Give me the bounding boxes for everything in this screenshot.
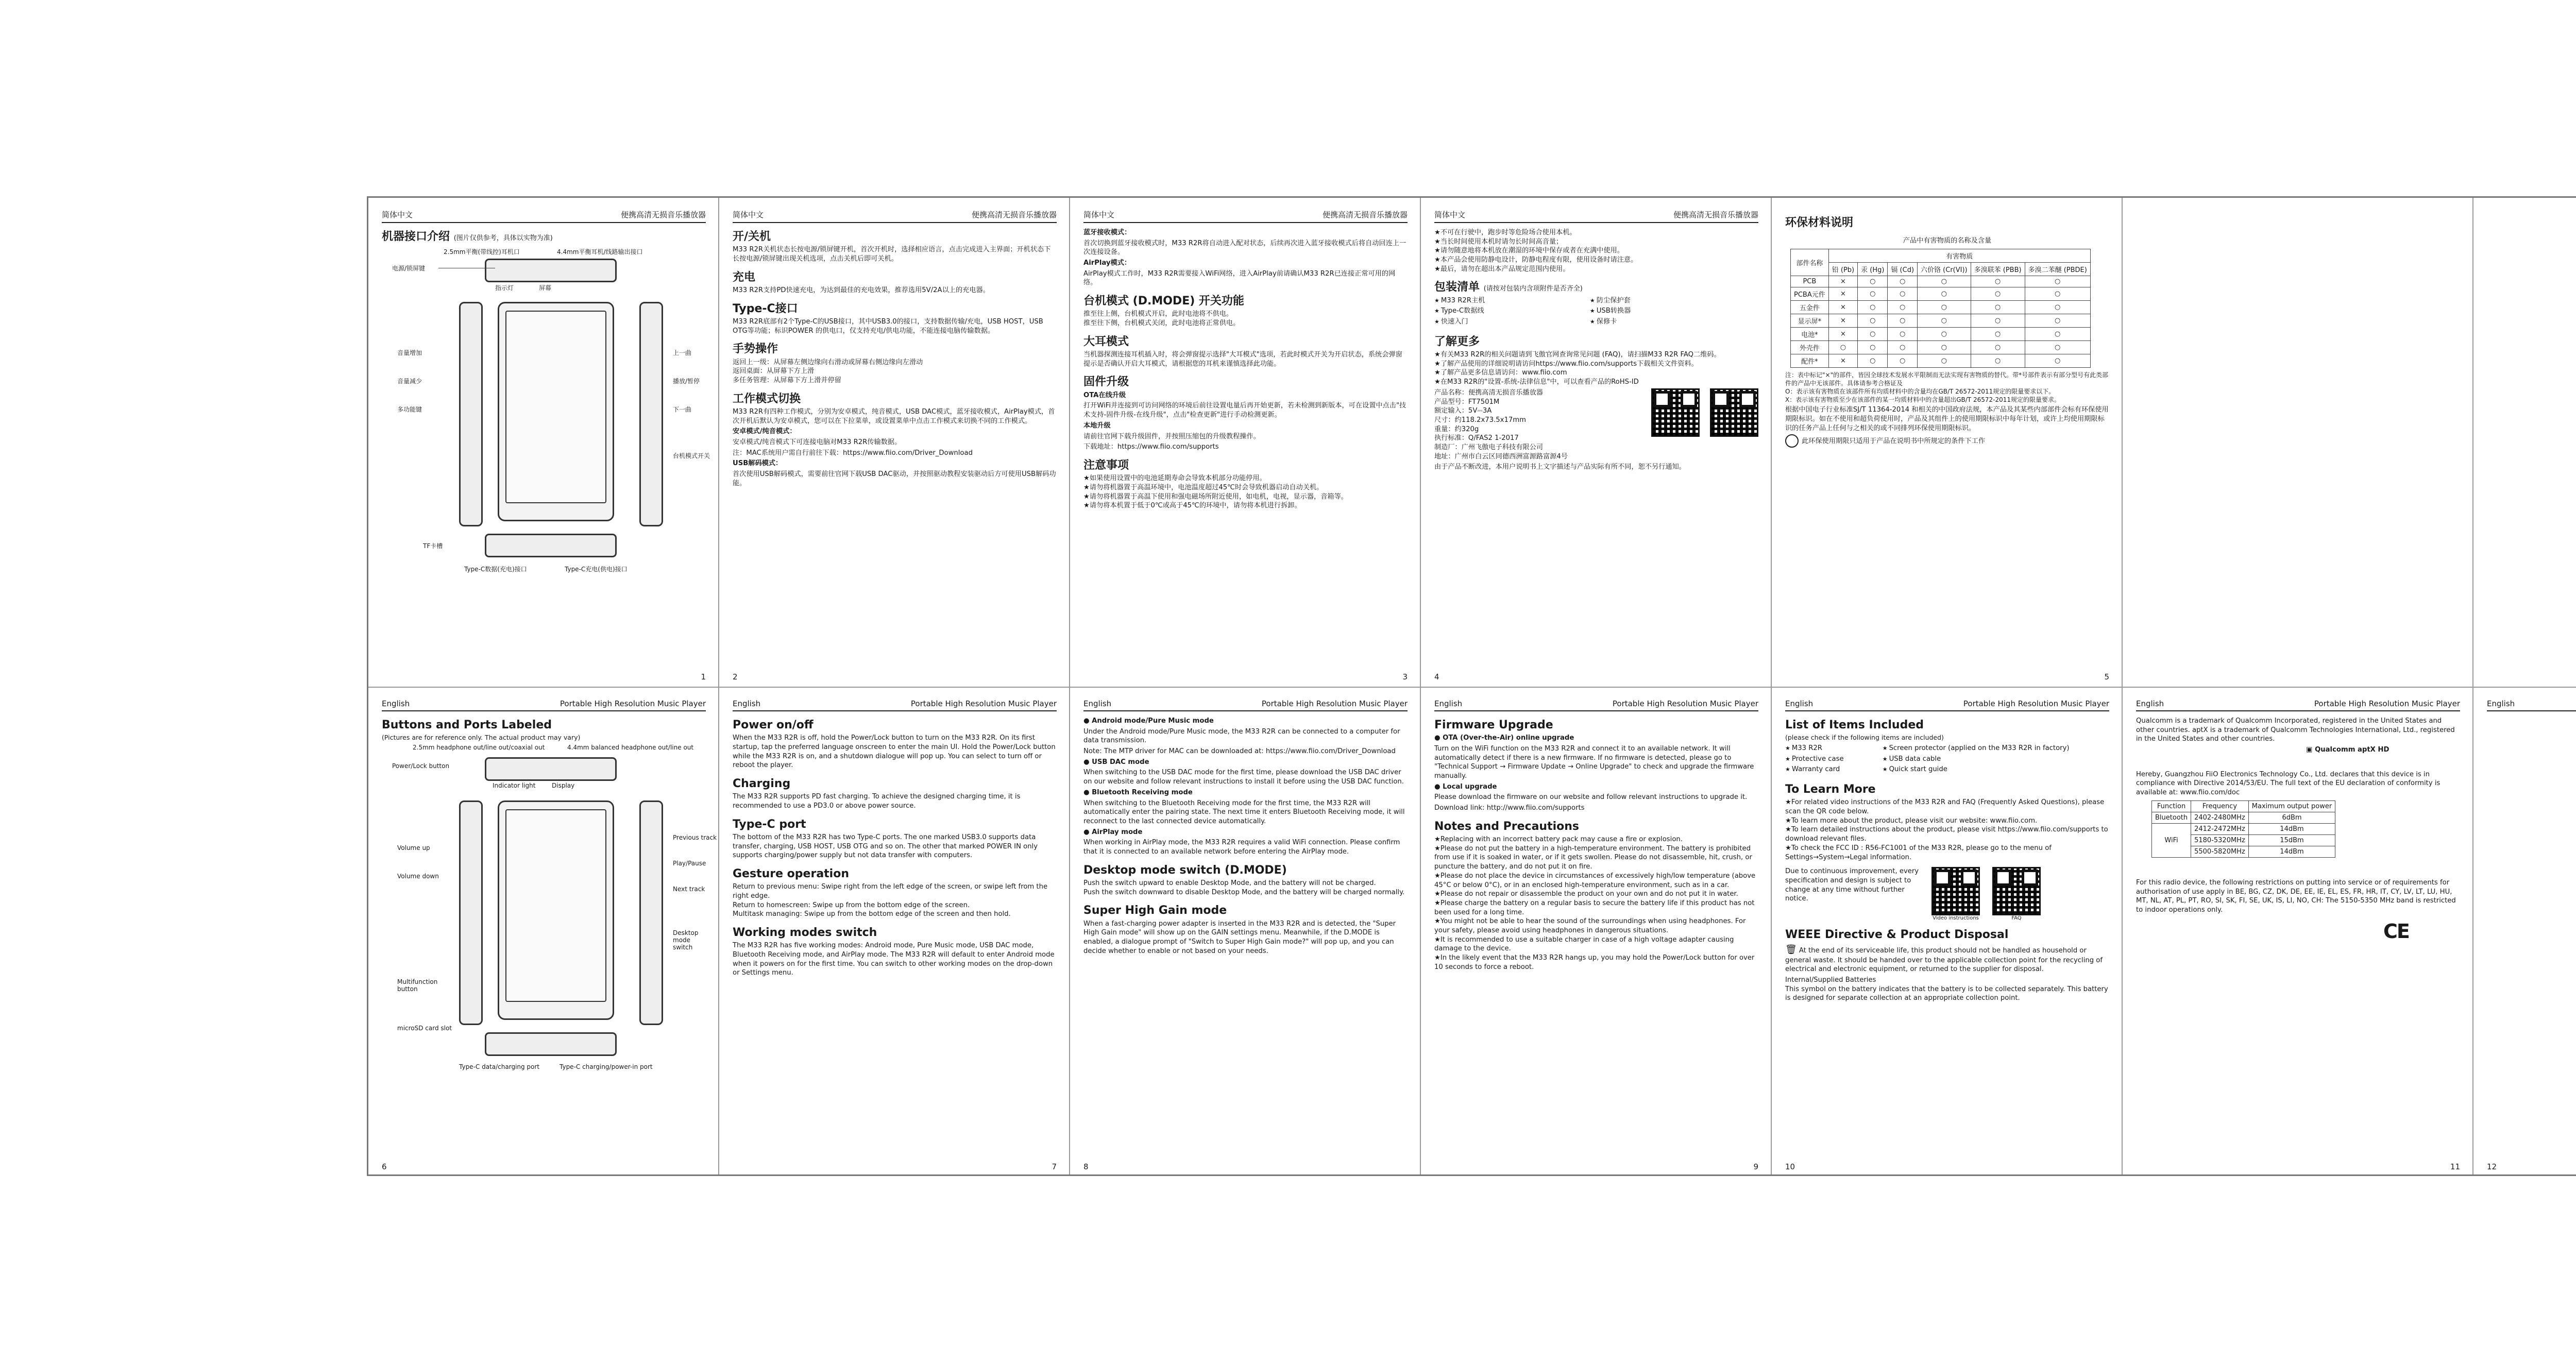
bullet-title: OTA在线升级 — [1083, 391, 1126, 399]
header-left: 简体中文 — [1083, 210, 1115, 219]
table-cell: 5180-5320MHz — [2191, 834, 2249, 846]
panel-en-power — [719, 688, 1070, 1178]
section-title: To Learn More — [1785, 783, 1876, 796]
header-right: 便携高清无损音乐播放器 — [1322, 210, 1408, 219]
label-2-5mm-port: 2.5mm平衡(带线控)耳机口 — [444, 248, 520, 256]
header-right: 便携高清无损音乐播放器 — [1673, 210, 1758, 219]
paragraph: For this radio device, the following restrictions on putting into service or of requirements for authorisation of use apply in BE, BG, CZ, DK, DE, EE, IE, EL, ES, FR, HR, IT, CY, LV, LT, LU, HU, MT, NL, AT, PL, PT, RO, SI, SK, FI, SE, UK, IS, LI, NO, CH: The 5150-5350 MHz band is restricted to indoor operations only. — [2136, 878, 2456, 914]
header-right: 便携高清无损音乐播放器 — [620, 210, 706, 219]
title-text: 包装清单 — [1434, 281, 1480, 294]
device-bottom-view — [485, 1032, 617, 1056]
table-cell: ○ — [1971, 327, 2025, 340]
label-typec-power: Type-C充电(供电)接口 — [565, 566, 628, 573]
device-front — [498, 302, 614, 521]
paragraph: Note: The MTP driver for MAC can be downloaded at: https://www.fiio.com/Driver_Download — [1083, 747, 1396, 756]
list-item: ★ Type-C数据线 — [1434, 306, 1590, 316]
label-volume-up: Volume up — [397, 844, 430, 852]
paragraph: 根据中国电子行业标准SJ/T 11364-2014 和相关的中国政府法规，本产品及其某些内部部件会标有环保使用期限标识。如在不使用和超负荷使用时，产品及其组件上的使用期限标识中每年计划，或许上均使用期限标识的任务产品上任何与之相关的或不同排列环保使用期限标识。 — [1785, 406, 2109, 432]
label-indicator: Indicator light — [493, 782, 536, 790]
label-volume-down: 音量减少 — [397, 378, 422, 385]
title-note: (Pictures are for reference only. The actual product may vary) — [382, 734, 581, 742]
table-cell: 14dBm — [2248, 823, 2335, 834]
table-cell: ○ — [2025, 340, 2090, 354]
page-number: 12 — [2487, 1162, 2497, 1171]
section-title: Gesture operation — [733, 867, 849, 881]
table-cell: 配件* — [1791, 354, 1829, 367]
section-title — [1434, 281, 1758, 294]
table-cell: 2412-2472MHz — [2191, 823, 2249, 834]
paragraph: 当机器探测连接耳机插入时，将会弹窗提示选择"大耳模式"选项，若此时模式开关为开启状态，系统会弹窗提示是否确认开启大耳模式，请根据您的耳机来谨慎选择此功能。 — [1083, 351, 1402, 368]
device-front — [498, 800, 614, 1020]
ce-mark-icon: CE — [2383, 919, 2409, 943]
section-title: 工作模式切换 — [733, 392, 801, 405]
section-title: Buttons and Ports Labeled — [382, 719, 552, 731]
col-header: 多溴二苯醚 (PBDE) — [2025, 262, 2090, 276]
list-item: ★ Quick start guide — [1883, 765, 2096, 774]
page-header — [382, 209, 706, 223]
table-cell: ○ — [1918, 287, 1971, 300]
col-group-header: 有害物质 — [1828, 249, 2090, 262]
col-header: 部件名称 — [1791, 249, 1829, 276]
table-cell: ○ — [1858, 327, 1888, 340]
page-header — [382, 699, 706, 711]
panel-cn-rohs — [1772, 198, 2123, 688]
paragraph: ★Replacing with an incorrect battery pack may cause a fire or explosion. ★Please do not put the battery in a high-temperature environment. The battery is prohibited from use if it is soaked in water, or if it gets swollen. Please do not disassemble, hit, crush, or puncture the battery, and do not put it on fire. ★Please do not place the device in circumstances of excessively high/low temperature (above 45°C or below 0°C), or in an enclosed high-temperature environment, such as in a car. ★Please do not repair or disassemble the product on your own and do not put it in water. ★Please charge the battery on a regular basis to secure the battery life if this product has not been used for a long time. ★You might not be able to hear the sound of the surroundings when using headphones. For your safety, please avoid using headphones in dangerous situations. ★It is recommended to use a suitable charger in case of a high voltage adapter causing damage to the device. ★In the likely event that the M33 R2R hangs up, you may hold the Power/Lock button for over 10 seconds to force a reboot. — [1434, 836, 1756, 971]
section-title: Type-C接口 — [733, 302, 798, 315]
header-right: Portable High Resolution Music Player — [1261, 699, 1408, 708]
table-cell: ○ — [1888, 340, 1918, 354]
section-title: 注意事项 — [1083, 458, 1129, 472]
section-title: Firmware Upgrade — [1434, 719, 1553, 731]
col-header: 铅 (Pb) — [1828, 262, 1857, 276]
header-left: 简体中文 — [1434, 210, 1466, 219]
paragraph: Internal/Supplied Batteries This symbol on the battery indicates that the battery is to be collected separately. This battery is designed for separate collection at an appropriate collection point. — [1785, 976, 2108, 1002]
paragraph: Turn on the WiFi function on the M33 R2R and connect it to an available network. It will automatically detect if there is a new firmware. If no firmware is detected, please go to "Technical Support → Firmware Update → Online Upgrade" to check and upgrade the firmware manually. — [1434, 744, 1754, 780]
list-item: ★ USB data cable — [1883, 755, 2096, 764]
section-title: 固件升级 — [1083, 376, 1129, 389]
table-row — [1791, 300, 2091, 314]
panel-en-items — [1772, 688, 2123, 1178]
label-play-pause: Play/Pause — [673, 860, 706, 867]
bullet-title: OTA (Over-the-Air) online upgrade — [1443, 734, 1574, 742]
table-cell: ○ — [1858, 300, 1888, 314]
page-header — [1785, 699, 2109, 711]
page-number: 8 — [1083, 1162, 1089, 1171]
title-note: (please check if the following items are included) — [1785, 734, 1944, 742]
table-cell: ○ — [1888, 276, 1918, 287]
package-list — [1785, 744, 2109, 776]
table-cell: ○ — [1828, 340, 1857, 354]
section-title: List of Items Included — [1785, 719, 1924, 731]
table-cell: 5500-5820MHz — [2191, 846, 2249, 857]
label-desktop-switch: 台机模式开关 — [673, 452, 710, 460]
paragraph: 下载地址：https://www.fiio.com/supports — [1083, 443, 1219, 451]
panel-cn-power — [719, 198, 1070, 688]
label-typec-data: Type-C数据(充电)接口 — [464, 566, 527, 573]
label-power-button: 电源/锁屏键 — [392, 265, 426, 272]
table-row — [1791, 314, 2091, 327]
table-cell: ○ — [1858, 314, 1888, 327]
paragraph: Download link: http://www.fiio.com/supports — [1434, 804, 1585, 812]
table-cell: ○ — [1888, 354, 1918, 367]
header-right: 便携高清无损音乐播放器 — [971, 210, 1057, 219]
section-title: 大耳模式 — [1083, 335, 1129, 348]
bullet-title: USB解码模式： — [733, 459, 783, 468]
table-cell: ○ — [1971, 354, 2025, 367]
header-right: Portable High Resolution Music Player — [560, 699, 706, 708]
page-number: 11 — [2450, 1162, 2460, 1171]
label-previous: Previous track — [673, 834, 717, 842]
label-next: 下一曲 — [673, 406, 692, 414]
table-cell: × — [1828, 354, 1857, 367]
label-4-4mm-port: 4.4mm平衡耳机/线路输出接口 — [557, 248, 643, 256]
paragraph: 打开WiFi并连接到可访问网络的环境后前往设置电量后再开始更新，若未检测到新版本，可在设置中点击"技术支持-固件升级-在线升级"，点击"检查更新"进行手动检测更新。 — [1083, 402, 1406, 419]
table-cell: ○ — [2025, 300, 2090, 314]
table-cell: ○ — [1918, 276, 1971, 287]
table-cell: ○ — [1888, 300, 1918, 314]
paragraph: Please download the firmware on our website and follow relevant instructions to upgrade it. — [1434, 793, 1748, 802]
paragraph: When the M33 R2R is off, hold the Power/Lock button to turn on the M33 R2R. On its first startup, tap the preferred language onscreen to enter the main UI. Hold the Power/Lock button while the M33 R2R is on, and a shutdown dialogue will pop up. You can select to turn off or reboot the player. — [733, 734, 1056, 770]
table-cell: 2402-2480MHz — [2191, 812, 2249, 823]
paragraph: ★For related video instructions of the M33 R2R and FAQ (Frequently Asked Questions), please scan the QR code below. ★To learn more about the product, please visit our website: www.fiio.com. ★To learn detailed instructions about the product, please visit https://www.fiio.com/supports to download relevant files. ★To check the FCC ID : R56-FC1001 of the M33 R2R, please go to the menu of Settings→System→Legal information. — [1785, 798, 2108, 861]
paragraph: ★不可在行驶中，跑步时等危险场合使用本机。 ★当长时间使用本机时请勿长时间高音量； ★请勿随意地将本机放在潮湿的环境中保存或者在充满中使用。 ★本产品会使用防静电设计，防静电程度有限，使用设备时请注意。 ★最后，请勿在超出本产品规定范围内使用。 — [1434, 229, 1638, 273]
device-right-side — [639, 302, 663, 526]
label-microsd: microSD card slot — [397, 1025, 452, 1032]
device-bottom-view — [485, 534, 617, 557]
col-header: 六价铬 (Cr(VI)) — [1918, 262, 1971, 276]
label-desktop-switch: Desktop mode switch — [673, 929, 699, 951]
header-left: English — [1083, 699, 1112, 708]
panel-en-fcc — [2473, 688, 2576, 1178]
table-cell: ○ — [2025, 287, 2090, 300]
label-next: Next track — [673, 885, 705, 893]
table-cell: Bluetooth — [2152, 812, 2191, 823]
qr-caption: FAQ — [2011, 915, 2022, 922]
list-item: ★ Protective case — [1785, 755, 1883, 764]
qr-code-icon — [1651, 388, 1700, 437]
paragraph: Push the switch upward to enable Desktop Mode, and the battery will not be charged. Push the switch downward to disable Desktop Mode, and the battery will be charged normally. — [1083, 879, 1405, 896]
panel-en-firmware: English Portable High Resolution Music Player Firmware Upgrade ● OTA (Over-the-Air) online upgrade Turn on the WiFi function on the M33 R2R and connect it to an available network. It will automatically detect if there is a new firmware. If no firmware is detected, please go to "Technical Support → Firmware Update → Online Upgrade" to check and upgrade the firmware manually. ● Local upgrade Please download the firmware on our website and follow relevant instructions to upgrade it. Download link: http://www.fiio.com/supports Notes and Precautions ★Replacing with an incorrect battery pack may cause a fire or explosion. ★Please do not put the battery in a high-temperature environment. The battery is prohibited from use if it is soaked in water, or if it gets swollen. Please do not disassemble, hit, crush, or puncture the battery, and do not put it on fire. ★Please do not place the device in circumstances of excessively high/low temperature (above 45°C or below 0°C), or in an enclosed high-temperature environment, such as in a car. ★Please do not repair or disassemble the product on your own and do not put it in water. ★Please charge the battery on a regular basis to secure the battery life if this product has not been used for a long time. ★You might not be able to hear the sound of the surroundings when using headphones. For your safety, please avoid using headphones in dangerous situations. ★It is recommended to use a suitable charger in case of a high voltage adapter causing damage to the device. ★In the likely event that the M33 R2R hangs up, you may hold the Power/Lock button for over 10 seconds to force a reboot. 9 — [1434, 699, 1758, 1171]
table-cell: WiFi — [2152, 823, 2191, 857]
page-number: 9 — [1753, 1162, 1758, 1171]
table-cell: 五金件 — [1791, 300, 1829, 314]
label-multifunction: 多功能键 — [397, 406, 422, 414]
section-title: Desktop mode switch (D.MODE) — [1083, 863, 1287, 877]
paragraph: M33 R2R有四种工作模式，分别为安卓模式，纯音模式，USB DAC模式，蓝牙接收模式，AirPlay模式，首次开机后默认为安卓模式，您可以在下拉菜单，或设置菜单中点击工作模式来切换不同的工作模式。 — [733, 407, 1055, 425]
paragraph: Qualcomm is a trademark of Qualcomm Incorporated, registered in the United States and other countries. aptX is a trademark of Qualcomm Technologies International, Ltd., registered in the United States and other countries. — [2136, 717, 2455, 743]
paragraph: ★如果使用设置中的电池延期寿命会导致本机部分功能停用。 ★请勿将机器置于高温环境中，电池温度超过45℃时会导致机器启动自动关机。 ★请勿将机器置于高温下使用和强电磁场所附近使用，如电机，电视，显示器，音箱等。 ★请勿将本机置于低于0℃或高于45℃的环境中，请勿将本机进行拆卸。 — [1083, 474, 1348, 510]
page-number: 5 — [2104, 672, 2109, 682]
table-cell: × — [1828, 287, 1857, 300]
bullet-title: 本地升级 — [1083, 421, 1111, 430]
table-row — [1791, 276, 2091, 287]
table-cell: ○ — [1858, 354, 1888, 367]
page-header — [1083, 209, 1408, 223]
paragraph: When switching to the USB DAC mode for the first time, please download the USB DAC driver on our website and follow relevant instructions to install it before using the USB DAC function. — [1083, 769, 1404, 786]
label-volume-down: Volume down — [397, 873, 439, 880]
label-display: Display — [552, 782, 575, 790]
paragraph: The M33 R2R supports PD fast charging. To achieve the designed charging time, it is recommended to use a PD3.0 or above power source. — [733, 793, 1021, 810]
section-title: Super High Gain mode — [1083, 904, 1227, 917]
list-item: ★ 防尘保护套 — [1590, 296, 1745, 305]
section-title: Power on/off — [733, 719, 814, 731]
header-left: 简体中文 — [733, 210, 764, 219]
device-right-side — [639, 800, 663, 1025]
bullet-title: 安卓模式/纯音模式： — [733, 428, 796, 436]
paragraph: When working in AirPlay mode, the M33 R2R requires a valid WiFi connection. Please confirm that it is connected to an available network before entering the AirPlay mode. — [1083, 839, 1400, 856]
paragraph: ★有关M33 R2R的相关问题请到飞傲官网查询常见问题 (FAQ)，请扫描M33 R2R FAQ二维码。 ★了解产品使用的详细说明请访问https://www.fiio.com/supports下载相关文件资料。 ★了解产品更多信息请访问：www.fiio.com ★在M33 R2R的"设置-系统-法律信息"中，可以查看产品的RoHS-ID — [1434, 351, 1721, 386]
panel-en-compliance: English Portable High Resolution Music Player Qualcomm is a trademark of Qualcomm Incorporated, registered in the United States and other countries. aptX is a trademark of Qualcomm Technologies International, Ltd., registered in the United States and other countries. ▣ Qualcomm aptX HD Hereby, Guangzhou FiiO Electronics Technology Co., Ltd. declares that this device is in compliance with Directive 2014/53/EU. The full text of the EU declaration of conformity is available at: www.fiio.com/doc Function Frequency Maximum output power Bluetooth 2402-2480MHz 6dBm WiFi 2412-2472MHz 14dBm 5180-5320MHz 15dBm 5500-5820MHz 14dBm For this radio device, the following restrictions on putting into service or of requirements for authorisation of use apply in BE, BG, CZ, DK, DE, EE, IE, EL, ES, FR, HR, IT, CY, LV, LT, LU, HU, MT, NL, AT, PL, PT, RO, SI, SK, FI, SE, UK, IS, LI, NO, CH: The 5150-5350 MHz band is restricted to indoor operations only. CE 11 — [2136, 699, 2460, 1171]
panel-cn-modes — [1070, 198, 1421, 688]
section-title: 手势操作 — [733, 343, 778, 356]
header-left: English — [382, 699, 410, 708]
label-2-5mm-port: 2.5mm headphone out/line out/coaxial out — [413, 744, 545, 752]
table-cell: ○ — [2025, 314, 2090, 327]
header-left: English — [1785, 699, 1814, 708]
paragraph: When switching to the Bluetooth Receiving mode for the first time, the M33 R2R will automatically enter the pairing state. The next time it enters Bluetooth Receiving mode, it will reconnect to the last connected device automatically. — [1083, 799, 1405, 825]
table-cell: ○ — [1858, 287, 1888, 300]
label-indicator: 指示灯 — [495, 284, 514, 292]
bullet-title: USB DAC mode — [1092, 758, 1149, 766]
list-item: ★ Warranty card — [1785, 765, 1883, 774]
table-row — [1791, 287, 2091, 300]
qr-code-icon — [1992, 867, 2041, 915]
table-cell: ○ — [1888, 327, 1918, 340]
label-typec-data: Type-C data/charging port — [459, 1063, 540, 1071]
paragraph: M33 R2R支持PD快速充电，为达到最佳的充电效果，推荐选用5V/2A以上的充电器。 — [733, 286, 990, 294]
paragraph: 安卓模式/纯音模式下可连接电脑对M33 R2R传输数据。 — [733, 438, 902, 447]
table-row — [1791, 354, 2091, 367]
table-cell: ○ — [1971, 340, 2025, 354]
paragraph: 注：MAC系统用户需自行前往下载：https://www.fiio.com/Driver_Download — [733, 449, 973, 457]
page-number: 1 — [701, 672, 706, 682]
section-title: 充电 — [733, 270, 756, 284]
table-cell: 15dBm — [2248, 834, 2335, 846]
header-left: English — [733, 699, 761, 708]
paragraph: The M33 R2R has five working modes: Android mode, Pure Music mode, USB DAC mode, Bluetooth Receiving mode, and AirPlay mode. The M33 R2R will default to enter Android mode when it powers on for the first time. You can switch to other working modes on the drop-down or Settings menu. — [733, 942, 1055, 977]
section-title: 了解更多 — [1434, 335, 1480, 348]
paragraph: AirPlay模式工作时，M33 R2R需要接入WiFi网络，进入AirPlay前请确认M33 R2R已连接正常可用的网络。 — [1083, 269, 1396, 287]
page-header — [1083, 699, 1408, 711]
paragraph: M33 R2R底部有2个Type-C的USB接口，其中USB3.0的接口，支持数据传输/充电，USB HOST，USB OTG等功能；标识POWER 的供电口，仅支持充电/供电功能，不能连接电脑传输数据。 — [733, 317, 1043, 335]
table-cell: PCB — [1791, 276, 1829, 287]
list-item: ★ M33 R2R主机 — [1434, 296, 1590, 305]
aptx-badge: Qualcomm aptX HD — [2315, 746, 2389, 754]
rohs-table — [1790, 249, 2091, 368]
table-cell: 电池* — [1791, 327, 1829, 340]
page-header — [733, 209, 1057, 223]
table-row — [1791, 327, 2091, 340]
table-cell: ○ — [2025, 276, 2090, 287]
col-header: 汞 (Hg) — [1858, 262, 1888, 276]
table-cell: ○ — [1858, 340, 1888, 354]
table-cell: ○ — [1971, 314, 2025, 327]
table-notes: 注：表中标记"×"的部件，皆因全球技术发展水平限制而无法实现有害物质的替代。带*号部件表示有部分型号有此类部件的产品中无该部件。具体请参考合格证及 O：表示该有害物质在该部件所有均质材料中的含量均在GB/T 26572-2011规定的限量要求以下。 X：表示该有害物质至少在该部件的某一均质材料中的含量超出GB/T 26572-2011规定的限量要求。 — [1785, 371, 2109, 404]
bullet-title: Android mode/Pure Music mode — [1092, 717, 1214, 725]
col-header: Function — [2152, 800, 2191, 812]
paragraph: M33 R2R关机状态长按电源/锁屏键开机，首次开机时，选择相应语言，点击完成进入主界面；开机状态下长按电源/锁屏键出现关机选项，点击关机后即可关机。 — [733, 246, 1051, 263]
page-number: 6 — [382, 1162, 387, 1171]
table-cell: × — [1828, 314, 1857, 327]
page-header — [1434, 209, 1758, 223]
section-title: WEEE Directive & Product Disposal — [1785, 928, 2009, 942]
paragraph: 请前往官网下载升级固件，并按照压缩包的升级教程操作。 — [1083, 432, 1260, 440]
table-cell: ○ — [1918, 327, 1971, 340]
section-title: 台机模式 (D.MODE) 开关功能 — [1083, 295, 1244, 308]
page-header — [733, 699, 1057, 711]
page-number: 3 — [1402, 672, 1408, 682]
paragraph: 由于产品不断改进，本用户说明书上文字描述与产品实际有所不同，恕不另行通知。 — [1434, 463, 1686, 471]
header-left: 简体中文 — [382, 210, 413, 219]
page-header — [2136, 699, 2460, 711]
table-cell: ○ — [1888, 287, 1918, 300]
paragraph: Hereby, Guangzhou FiiO Electronics Technology Co., Ltd. declares that this device is in compliance with Directive 2014/53/EU. The full text of the EU declaration of conformity is available at: www.fiio.com/doc — [2136, 770, 2441, 797]
col-header: 多溴联苯 (PBB) — [1971, 262, 2025, 276]
list-item: ★ USB转换器 — [1590, 306, 1745, 316]
table-cell: PCBA元件 — [1791, 287, 1829, 300]
epup-icon — [1785, 434, 1799, 448]
list-item: ★ M33 R2R — [1785, 744, 1883, 753]
label-display: 屏幕 — [539, 284, 552, 292]
header-right: Portable High Resolution Music Player — [910, 699, 1057, 708]
bullet-title: Bluetooth Receiving mode — [1092, 788, 1193, 796]
panel-cn-ports — [368, 198, 719, 688]
header-right: Portable High Resolution Music Player — [1963, 699, 2109, 708]
paragraph: Under the Android mode/Pure Music mode, the M33 R2R can be connected to a computer for data transmission. — [1083, 727, 1400, 745]
panel-en-ports — [368, 688, 719, 1178]
qr-code-icon — [1931, 867, 1980, 915]
section-title: Working modes switch — [733, 926, 877, 940]
table-cell: × — [1828, 276, 1857, 287]
section-title: Notes and Precautions — [1434, 820, 1580, 833]
weee-bin-icon: 🗑 — [1785, 944, 1797, 955]
device-top-view — [485, 757, 617, 781]
page-header — [1434, 699, 1758, 711]
table-cell: ○ — [1971, 276, 2025, 287]
title-text: 机器接口介绍 — [382, 230, 450, 243]
device-left-side — [459, 302, 483, 526]
manual-sheet — [367, 196, 2576, 1176]
product-info: 产品名称：便携高清无损音乐播放器 产品型号：FT7501M 额定输入：5V⎓3A 尺寸：约118.2x73.5x17mm 重量：约320g 执行标准：Q/FAS2 1-2017 制造厂：广州飞傲电子科技有限公司 地址：广州市白云区同德西洲富源路富源4号 — [1434, 388, 1568, 461]
bullet-title: AirPlay模式： — [1083, 259, 1131, 267]
page-number: 7 — [1052, 1162, 1057, 1171]
table-cell: ○ — [2025, 354, 2090, 367]
header-right: Portable High Resolution Music Player — [1612, 699, 1758, 708]
table-cell: ○ — [1858, 276, 1888, 287]
table-cell: ○ — [1918, 314, 1971, 327]
panel-en-modes: English Portable High Resolution Music Player ● Android mode/Pure Music mode Under the Android mode/Pure Music mode, the M33 R2R can be connected to a computer for data transmission. Note: The MTP driver for MAC can be downloaded at: https://www.fiio.com/Driver_Download ● USB DAC mode When switching to the USB DAC mode for the first time, please download the USB DAC driver on our website and follow relevant instructions to install it before using the USB DAC function. ● Bluetooth Receiving mode When switching to the Bluetooth Receiving mode for the first time, the M33 R2R will automatically enter the pairing state. The next time it enters Bluetooth Receiving mode, it will reconnect to the last connected device automatically. ● AirPlay mode When working in AirPlay mode, the M33 R2R requires a valid WiFi connection. Please confirm that it is connected to an available network before entering the AirPlay mode. Desktop mode switch (D.MODE) Push the switch upward to enable Desktop Mode, and the battery will not be charged. Push the switch downward to disable Desktop Mode, and the battery will be charged normally. Super High Gain mode When a fast-charging power adapter is inserted in the M33 R2R and is detected, the "Super High Gain mode" will show up on the GAIN settings menu. Meanwhile, if the D.MODE is enabled, a dialogue prompt of "Switch to Super High Gain mode?" will pop up, and you can decide whether to enable or not based on your needs. 8 — [1083, 699, 1408, 1171]
label-power-button: Power/Lock button — [392, 762, 450, 770]
paragraph: Return to previous menu: Swipe right from the left edge of the screen, or swipe left from the right edge. Return to homescreen: Swipe up from the bottom edge of the screen. Multitask managing: Swipe up from the bottom edge of the screen and then hold. — [733, 883, 1048, 918]
table-cell: ○ — [1971, 287, 2025, 300]
header-left: English — [1434, 699, 1463, 708]
section-title: 开/关机 — [733, 230, 771, 243]
label-4-4mm-port: 4.4mm balanced headphone out/line out — [567, 744, 694, 752]
rf-table — [2151, 800, 2335, 858]
list-item: ★ 快速入门 — [1434, 317, 1590, 327]
paragraph: Due to continuous improvement, every specification and design is subject to change at any time without further notice. — [1785, 867, 1919, 903]
package-list — [1434, 296, 1758, 328]
table-cell: × — [1828, 300, 1857, 314]
page-number: 10 — [1785, 1162, 1795, 1171]
table-cell: ○ — [1888, 314, 1918, 327]
table-cell: 外壳件 — [1791, 340, 1829, 354]
table-cell: × — [1828, 327, 1857, 340]
table-cell: 6dBm — [2248, 812, 2335, 823]
table-row — [1791, 340, 2091, 354]
section-title: Type-C port — [733, 817, 806, 831]
paragraph: 返回上一级：从屏幕左侧边缘向右滑动或屏幕右侧边缘向左滑动 返回桌面：从屏幕下方上滑 多任务管理：从屏幕下方上滑并停留 — [733, 358, 923, 384]
title-note: (请按对包装内含项附件是否齐全) — [1483, 285, 1583, 293]
qr-caption: Video instructions — [1933, 915, 1979, 922]
paragraph: 此环保使用期限只适用于产品在说明书中所规定的条件下工作 — [1802, 437, 1986, 446]
section-title — [382, 230, 706, 243]
table-cell: ○ — [1971, 300, 2025, 314]
col-header: Frequency — [2191, 800, 2249, 812]
table-cell: ○ — [1918, 354, 1971, 367]
table-cell: 显示屏* — [1791, 314, 1829, 327]
label-typec-power: Type-C charging/power-in port — [560, 1063, 653, 1071]
table-cell: ○ — [1918, 340, 1971, 354]
table-cell: 14dBm — [2248, 846, 2335, 857]
device-diagram — [382, 744, 717, 1104]
title-note: (图片仅供参考，具体以实物为准) — [453, 234, 553, 242]
panel-cn-package — [1421, 198, 1772, 688]
page-number: 2 — [733, 672, 738, 682]
label-volume-up: 音量增加 — [397, 349, 422, 357]
paragraph: 首次切换到蓝牙接收模式时，M33 R2R将自动进入配对状态，后续再次进入蓝牙接收模式后将自动回连上一次连接设备。 — [1083, 239, 1406, 257]
qr-code-icon — [1710, 388, 1758, 437]
page-header — [2487, 699, 2576, 711]
table-caption: 产品中有害物质的名称及含量 — [1903, 237, 1992, 245]
paragraph: When a fast-charging power adapter is inserted in the M33 R2R and is detected, the "Super High Gain mode" will show up on the GAIN settings menu. Meanwhile, if the D.MODE is enabled, a dialogue prompt of "Switch to Super High Gain mode?" will pop up, and you can decide whether to enable or not based on your needs. — [1083, 919, 1396, 955]
header-right: Portable High Resolution Music Player — [2314, 699, 2460, 708]
col-header: Maximum output power — [2248, 800, 2335, 812]
bullet-title: AirPlay mode — [1092, 828, 1143, 836]
panel-blank — [2473, 198, 2576, 688]
section-title: Charging — [733, 777, 791, 791]
bullet-title: 蓝牙接收模式： — [1083, 229, 1131, 236]
page-number: 4 — [1434, 672, 1439, 682]
col-header: 镉 (Cd) — [1888, 262, 1918, 276]
header-left: English — [2487, 699, 2515, 708]
paragraph: At the end of its serviceable life, this product should not be handled as household or general waste. It should be handed over to the applicable collection point for the recycling of electrical and electronic equipment, or returned to the supplier for disposal. — [1785, 946, 2103, 974]
label-tf-slot: TF卡槽 — [423, 542, 443, 550]
device-left-side — [459, 800, 483, 1025]
device-diagram — [382, 245, 710, 606]
panel-blank — [2123, 198, 2473, 688]
paragraph: The bottom of the M33 R2R has two Type-C ports. The one marked USB3.0 supports data transfer, charging, USB HOST, USB OTG and so on. The other that marked POWER IN only supports charging/power supply but not data transfer with computers. — [733, 833, 1038, 860]
paragraph: 首次使用USB解码模式，需要前往官网下载USB DAC驱动，并按照驱动教程安装驱动后方可使用USB解码功能。 — [733, 470, 1056, 487]
list-item: ★ 保修卡 — [1590, 317, 1745, 327]
paragraph: 推至往上侧，台机模式开启，此时电池将不供电。 推至往下侧，台机模式关闭，此时电池将正常供电。 — [1083, 310, 1240, 328]
table-cell: ○ — [1918, 300, 1971, 314]
label-multifunction: Multifunction button — [397, 978, 438, 993]
label-play-pause: 播放/暂停 — [673, 378, 700, 385]
header-left: English — [2136, 699, 2164, 708]
device-top-view — [485, 259, 617, 282]
bullet-title: Local upgrade — [1443, 782, 1497, 791]
list-item: ★ Screen protector (applied on the M33 R2R in factory) — [1883, 744, 2096, 753]
label-previous: 上一曲 — [673, 349, 692, 357]
section-title: 环保材料说明 — [1785, 216, 1854, 229]
table-cell: ○ — [2025, 327, 2090, 340]
